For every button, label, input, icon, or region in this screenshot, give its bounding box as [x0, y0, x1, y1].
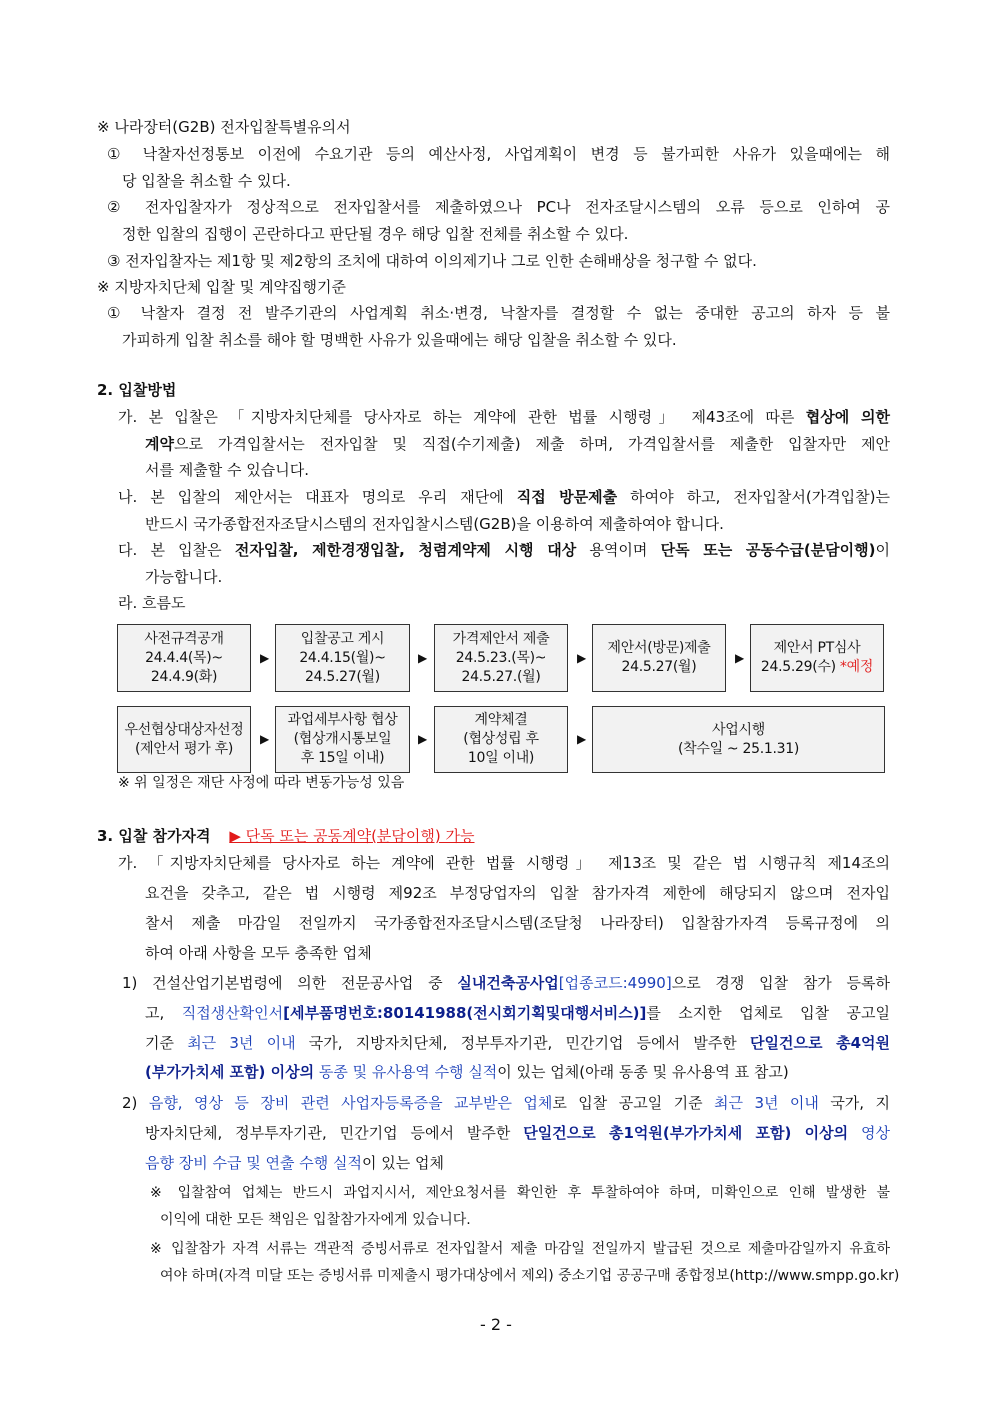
qualification-item-1-line-2: 고, 직접생산확인서[세부품명번호:80141988(전시회기획및대행서비스)]를 소지한 업체로 입찰 공고일: [145, 1004, 890, 1022]
qualification-item-1-line-3: 기준 최근 3년 이내 국가, 지방자치단체, 정부투자기관, 민간기업 등에서 발주한 단일건으로 총4억원: [145, 1034, 891, 1052]
flow-step-detail: (제안서 평가 후): [135, 740, 233, 757]
flow-step-pre-spec: [117, 624, 251, 692]
flow-step-label: 사전규격공개: [144, 630, 224, 647]
section-2-ra-flowchart-label: 라. 흐름도: [118, 594, 186, 612]
flow-step-date: 24.5.23.(목)~: [455, 649, 547, 666]
flow-step-detail: 10일 이내): [467, 750, 535, 766]
flow-schedule-note: ※ 위 일정은 재단 사정에 따라 변동가능성 있음: [118, 775, 405, 791]
scheduled-note: *예정: [835, 659, 874, 675]
section-2-ga-line-2: 계약으로 가격입찰서는 전자입찰 및 직접(수기제출) 제출 하며, 가격입찰서를 제출한 입찰자만 제안: [145, 435, 890, 453]
flow-step-date: 24.5.27(월): [305, 668, 380, 685]
local-item-1-line-1: ① 낙찰자 결정 전 발주기관의 사업계획 취소·변경, 낙찰자를 결정할 수 없는 중대한 공고의 하자 등 불: [107, 304, 890, 322]
section-3-ga-line-3: 찰서 제출 마감일 전일까지 국가종합전자조달시스템(조달청 나라장터) 입찰참가자격 등록규정에 의: [145, 914, 890, 932]
flow-step-proposal-visit: [592, 624, 726, 692]
flow-step-priority-negotiator: [117, 706, 251, 773]
page-number: - 2 -: [480, 1315, 512, 1334]
section-3-ga-line-1: 가. 「지방자치단체를 당사자로 하는 계약에 관한 법률 시행령」 제13조 및 같은 법 시행규칙 제14조의: [118, 854, 890, 872]
flow-step-label: 계약체결: [474, 712, 528, 728]
flow-step-task-negotiation: [275, 706, 410, 773]
bid-note-1-line-2: 이익에 대한 모든 책임은 입찰참가자에게 있습니다.: [160, 1212, 471, 1228]
section-2-na-line-2: 반드시 국가종합전자조달시스템의 전자입찰시스템(G2B)을 이용하여 제출하여야 합니다.: [145, 515, 724, 533]
section-3-title-row: [97, 826, 475, 846]
joint-contract-badge: ▶ 단독 또는 공동계약(분담이행) 가능: [229, 827, 475, 845]
section-2-na-line-1: 나. 본 입찰의 제안서는 대표자 명의로 우리 재단에 직접 방문제출 하여야 하고, 전자입찰서(가격입찰)는: [118, 488, 890, 506]
flow-step-detail: (착수일 ~ 25.1.31): [677, 740, 800, 757]
section-2-da-line-2: 가능합니다.: [145, 568, 223, 586]
flow-step-label: 입찰공고 게시: [300, 630, 385, 647]
g2b-item-1-line-2: 당 입찰을 취소할 수 있다.: [122, 172, 291, 190]
g2b-item-1-line-1: ① 낙찰자선정통보 이전에 수요기관 등의 예산사정, 사업계획이 변경 등 불가피한 사유가 있을때에는 해: [107, 145, 890, 163]
qualification-item-1-line-4: (부가가치세 포함) 이상의 동종 및 유사용역 수행 실적이 있는 업체(아래 동종 및 유사용역 표 참고): [145, 1063, 789, 1081]
g2b-item-2-line-1: ② 전자입찰자가 정상적으로 전자입찰서를 제출하였으나 PC나 전자조달시스템의 오류 등으로 인하여 공: [107, 198, 890, 216]
flow-step-date: 24.5.27.(월): [461, 668, 541, 685]
section-3-ga-line-4: 하여 아래 사항을 모두 충족한 업체: [145, 944, 372, 962]
flow-step-detail: 후 15일 이내): [300, 750, 385, 766]
qualification-item-2-line-1: 2) 음향, 영상 등 장비 관련 사업자등록증을 교부받은 업체로 입찰 공고일 기준 최근 3년 이내 국가, 지: [122, 1094, 890, 1112]
flow-step-label: 제안서 PT심사: [773, 640, 861, 656]
flow-step-date: 24.5.27(월): [621, 659, 697, 675]
section-3-ga-line-2: 요건을 갖추고, 같은 법 시행령 제92조 부정당업자의 입찰 참가자격 제한에 해당되지 않으며 전자입: [145, 884, 890, 902]
g2b-item-3: ③ 전자입찰자는 제1항 및 제2항의 조치에 대하여 이의제기나 그로 인한 손해배상을 청구할 수 없다.: [107, 252, 757, 270]
flow-arrow-icon: ▶: [577, 732, 587, 746]
qualification-item-2-line-3: 음향 장비 수급 및 연출 수행 실적이 있는 업체: [145, 1154, 444, 1172]
section-2-ga-line-1: 가. 본 입찰은 「지방자치단체를 당사자로 하는 계약에 관한 법률 시행령」 제43조에 따른 협상에 의한: [118, 408, 890, 426]
qualification-item-2-line-2: 방자치단체, 정부투자기관, 민간기업 등에서 발주한 단일건으로 총1억원(부가가치세 포함) 이상의 영상: [145, 1124, 891, 1142]
flow-arrow-icon: ▶: [260, 732, 270, 746]
bid-note-2-line-1: ※ 입찰참가 자격 서류는 객관적 증빙서류로 전자입찰서 제출 마감일 전일까지 발급된 것으로 제출마감일까지 유효하: [150, 1241, 890, 1257]
flow-step-price-proposal: [434, 624, 568, 692]
section-2-da-line-1: 다. 본 입찰은 전자입찰, 제한경쟁입찰, 청렴계약제 시행 대상 용역이며 단독 또는 공동수급(분담이행)이: [118, 541, 890, 559]
flow-step-label: 사업시행: [712, 721, 765, 738]
flow-step-label: 제안서(방문)제출: [607, 640, 711, 656]
flow-step-detail: (협상개시통보일: [293, 731, 392, 747]
flow-step-label: 가격제안서 제출: [452, 630, 550, 647]
flow-arrow-icon: ▶: [418, 732, 428, 746]
flow-step-pt-review: [750, 624, 884, 692]
flow-step-date: 24.5.29(수) *예정: [760, 659, 874, 675]
qualification-item-1-line-1: 1) 건설산업기본법령에 의한 전문공사업 중 실내건축공사업[업종코드:4990]으로 경쟁 입찰 참가 등록하: [122, 974, 890, 992]
flow-step-date: 24.4.9(화): [150, 668, 218, 685]
section-2-ga-line-3: 서를 제출할 수 있습니다.: [145, 461, 309, 479]
flow-step-detail: (협상성립 후: [463, 731, 539, 747]
flow-step-date: 24.4.15(월)~: [299, 649, 386, 666]
flow-step-contract: [434, 706, 568, 773]
bid-note-2-line-2: 여야 하며(자격 미달 또는 증빙서류 미제출시 평가대상에서 제외) 중소기업 공공구매 종합정보(http://www.smpp.go.kr): [160, 1268, 900, 1284]
flow-arrow-icon: ▶: [735, 651, 745, 665]
section-3-title: 3. 입찰 참가자격: [97, 827, 211, 845]
bid-note-1-line-1: ※ 입찰참여 업체는 반드시 과업지시서, 제안요청서를 확인한 후 투찰하여야 하며, 미확인으로 인해 발생한 불: [150, 1185, 890, 1201]
g2b-item-2-line-2: 정한 입찰의 집행이 곤란하다고 판단될 경우 해당 입찰 전체를 취소할 수 있다.: [122, 225, 629, 243]
g2b-notice-title: ※ 나라장터(G2B) 전자입찰특별유의서: [97, 118, 351, 136]
flow-arrow-icon: ▶: [418, 651, 428, 665]
flow-arrow-icon: ▶: [577, 651, 587, 665]
flow-step-project-execution: [592, 706, 885, 773]
flow-step-label: 과업세부사항 협상: [287, 712, 398, 728]
flow-step-date: 24.4.4(목)~: [145, 649, 223, 666]
flow-arrow-icon: ▶: [260, 651, 270, 665]
flow-step-label: 우선협상대상자선정: [124, 721, 244, 738]
local-notice-title: ※ 지방자치단체 입찰 및 계약집행기준: [97, 278, 346, 296]
section-2-title: 2. 입찰방법: [97, 381, 177, 399]
flow-step-bid-notice: [275, 624, 410, 692]
local-item-1-line-2: 가피하게 입찰 취소를 해야 할 명백한 사유가 있을때에는 해당 입찰을 취소할 수 있다.: [122, 331, 677, 349]
